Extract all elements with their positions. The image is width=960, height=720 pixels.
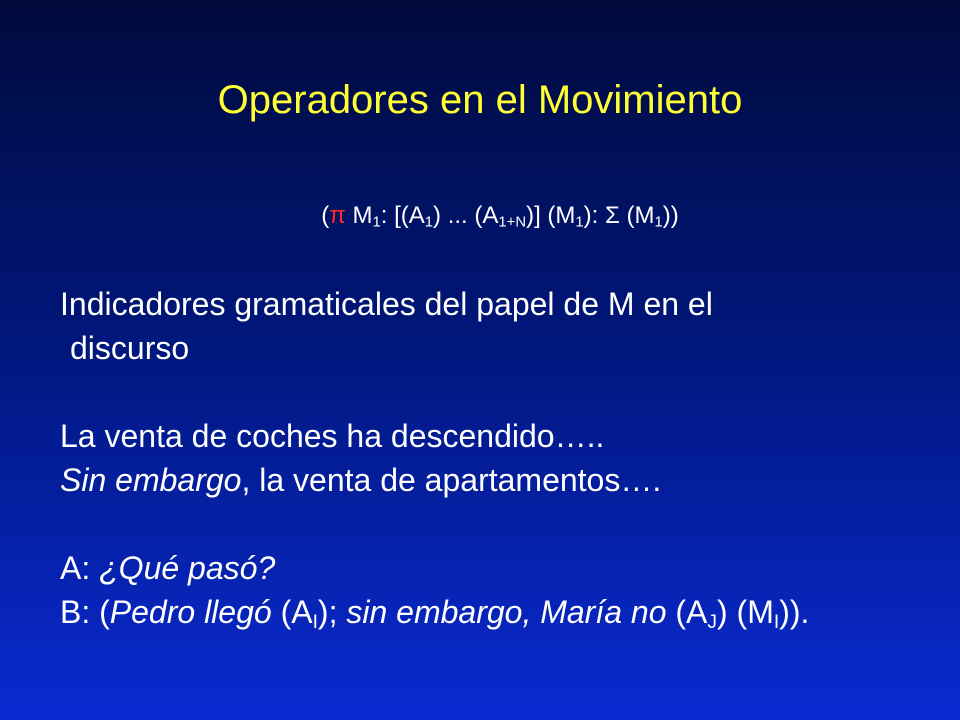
formula-part-e: )) xyxy=(662,202,679,229)
dialogue-b-part-1: (A xyxy=(271,594,313,630)
dialogue-b-sub-j: J xyxy=(707,611,717,633)
pi-symbol: π xyxy=(329,202,346,229)
example-italic-phrase: Sin embargo xyxy=(60,462,242,498)
slide-body xyxy=(60,282,940,634)
example-line-2-rest: , la venta de apartamentos…. xyxy=(241,462,662,498)
dialogue-b-part-4: ) (M xyxy=(716,594,774,630)
example-line-2 xyxy=(60,458,940,502)
formula-m3-subscript: 1 xyxy=(654,214,663,231)
spacer xyxy=(60,370,940,414)
dialogue-line-b xyxy=(60,590,940,634)
dialogue-line-a xyxy=(60,546,940,590)
dialogue-b-italic-2: sin embargo, María no xyxy=(346,594,667,630)
formula-open-paren: ( xyxy=(321,202,330,229)
dialogue-b-part-5: )). xyxy=(779,594,810,630)
dialogue-b-part-3: (A xyxy=(666,594,708,630)
paragraph-line-2: discurso xyxy=(70,330,190,366)
dialogue-b-prefix: B: ( xyxy=(60,594,110,630)
dialogue-b-italic-1: Pedro llegó xyxy=(109,594,272,630)
dialogue-b-sub-i1: I xyxy=(312,611,318,633)
paragraph-line-1: Indicadores gramaticales del papel de M en el xyxy=(60,286,713,322)
formula-a1-subscript: 1 xyxy=(424,214,434,231)
formula-m: M xyxy=(345,202,373,229)
spacer xyxy=(60,502,940,546)
formula-a1n-subscript: 1+N xyxy=(498,214,527,231)
dialogue-a-question: ¿Qué pasó? xyxy=(99,550,276,586)
formula-m2-subscript: 1 xyxy=(575,214,584,231)
slide-title: Operadores en el Movimiento xyxy=(217,78,743,122)
formula-part-d: ): Σ (M xyxy=(583,202,655,229)
formula-line xyxy=(0,198,960,234)
dialogue-b-sub-i2: I xyxy=(773,611,780,633)
formula-part-b: ) ... (A xyxy=(433,202,499,229)
dialogue-b-part-2: ); xyxy=(317,594,347,630)
formula-part-c: )] (M xyxy=(526,202,576,229)
dialogue-a-prefix: A: xyxy=(60,550,100,586)
formula-m-subscript: 1 xyxy=(372,214,381,231)
formula-part-a: : [(A xyxy=(380,202,425,229)
example-line-1: La venta de coches ha descendido….. xyxy=(60,418,605,454)
